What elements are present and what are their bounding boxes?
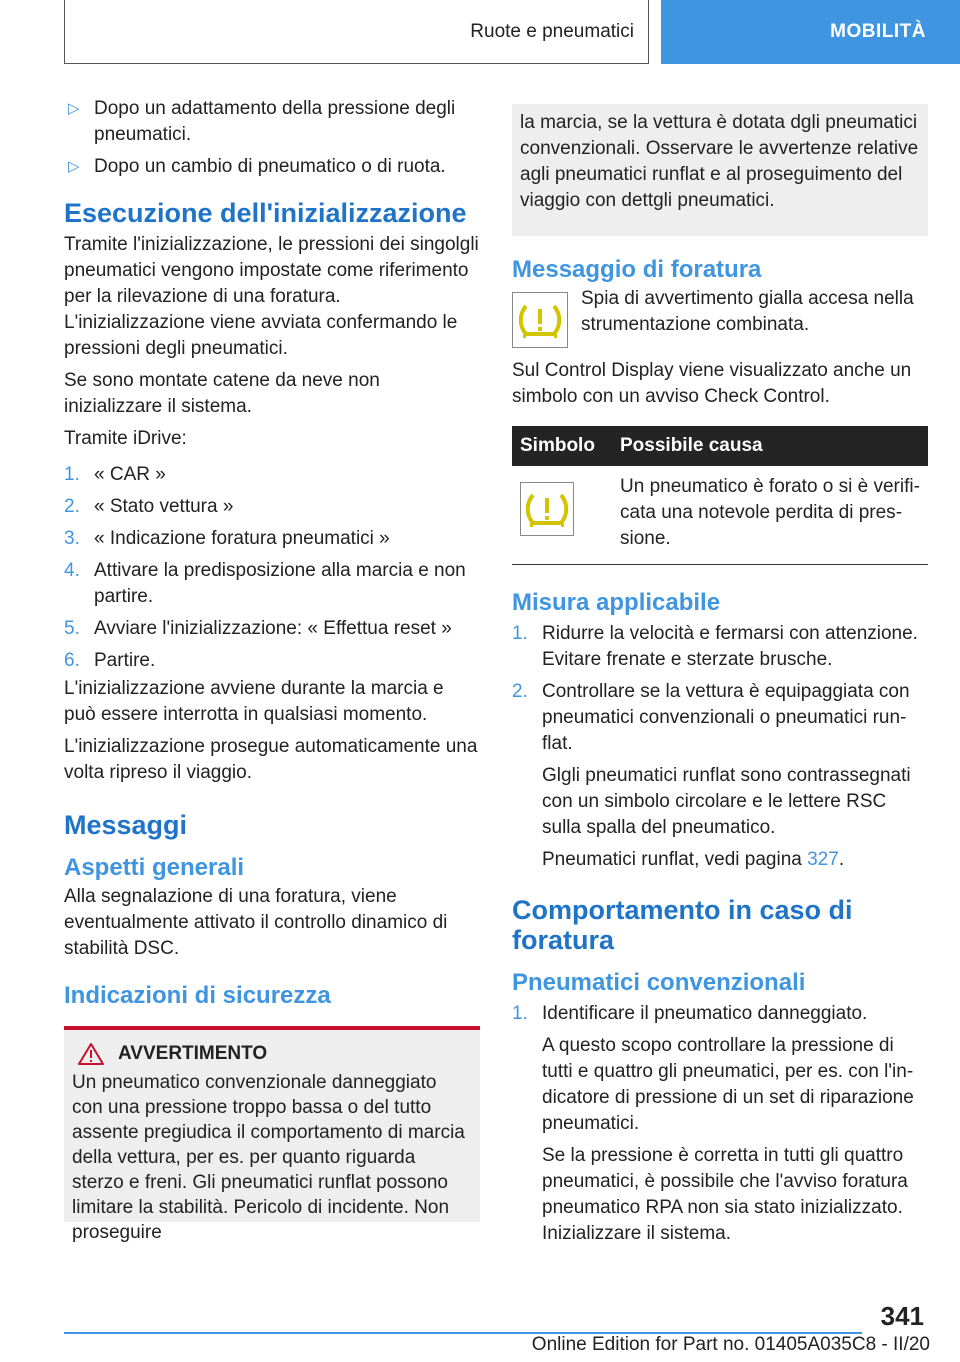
header-chapter-tab: MOBILITÀ	[661, 0, 960, 64]
table-header-simbolo: Simbolo	[512, 426, 612, 466]
table-cell-causa: Un pneumatico è forato o si è verificata una notevole perdita di pressione.	[612, 466, 928, 565]
table-row	[512, 466, 928, 565]
step-detail: Glgli pneumatici runflat sono contrassegnati con un simbolo circolare e le lettere RSC sulla spalla del pneumatico.	[542, 765, 911, 838]
header-section-title: Ruote e pneumatici	[64, 0, 649, 64]
step-detail-reference: Pneumatici runflat, vedi pagina 327.	[542, 849, 845, 870]
heading-comportamento: Comportamento in caso di foratura	[512, 895, 853, 955]
warning-triangle-icon	[78, 1042, 104, 1066]
heading-inizializzazione: Esecuzione dell'inizializzazione	[64, 198, 467, 228]
step-item: 5. Avviare l'inizializzazione: « Effettua reset »	[64, 618, 452, 639]
right-column	[512, 104, 928, 1253]
step-item: 4. Attivare la predisposizione alla marcia e non partire.	[64, 560, 466, 607]
list-item: ▷ Dopo un cambio di pneumatico o di ruota.	[64, 154, 480, 180]
heading-sicurezza: Indicazioni di sicurezza	[64, 982, 331, 1009]
paragraph: L'inizializzazione avviene durante la marcia e può essere interrotta in qualsiasi momento.	[64, 678, 444, 725]
warning-box-continued: la marcia, se la vettura è dotata dgli pneumatici convenzionali. Osservare le avvertenze relative agli pneumatici runflat e al proseguimento del viaggio con dettgli pneumatici.	[512, 104, 928, 236]
step-detail: Se la pressione è corretta in tutti gli quattro pneumatici, è possibile che l'avviso foratura pneumatico RPA non sia stato inizializzato. Inizializzare il sistema.	[542, 1145, 908, 1244]
paragraph: Tramite l'inizializzazione, le pressioni dei singolgli pneumatici vengono impostate come riferimento per la rilevazione di una foratura. L'inizializzazione viene avviata confermando le pressioni degli pneumatici.	[64, 234, 479, 359]
heading-aspetti-generali: Aspetti generali	[64, 854, 245, 881]
heading-messaggio-foratura: Messaggio di foratura	[512, 256, 762, 283]
tire-pressure-warning-icon	[512, 292, 568, 348]
paragraph: Spia di avvertimento gialla accesa nella strumentazione combinata.	[581, 288, 914, 335]
paragraph: Sul Control Display viene visualizzato anche un simbolo con un avviso Check Control.	[512, 360, 912, 407]
footer-edition: Online Edition for Part no. 01405A035C8 - II/20	[531, 1334, 930, 1355]
left-column	[64, 96, 480, 1243]
list-item: ▷ Dopo un adattamento della pressione degli pneumatici.	[68, 98, 456, 145]
warning-box	[64, 1026, 480, 1243]
paragraph: Alla segnalazione di una foratura, viene eventualmente attivato il controllo dinamico di stabilità DSC.	[64, 886, 448, 959]
paragraph: Tramite iDrive:	[64, 428, 187, 449]
step-detail: A questo scopo controllare la pressione di tutti e quattro gli pneumatici, per es. con l'indicatore di pressione di un set di riparazione pneumatici.	[542, 1035, 914, 1134]
step-item: 3. « Indicazione foratura pneumatici »	[64, 528, 390, 549]
symbol-table	[512, 426, 928, 565]
step-item: 1. Identificare il pneumatico danneggiato.	[512, 1003, 868, 1024]
step-item: 1. « CAR »	[64, 464, 166, 485]
step-item: 6. Partire.	[64, 650, 156, 671]
warning-title: AVVERTIMENTO	[72, 1042, 472, 1066]
step-item: 2. Controllare se la vettura è equipaggiata con pneumatici convenzionali o pneumatici runflat.	[512, 681, 910, 754]
page-link[interactable]: 327	[807, 849, 839, 870]
step-item: 1. Ridurre la velocità e fermarsi con attenzione. Evitare frenate e sterzate brusche.	[512, 623, 918, 670]
triangle-bullet-icon: ▷	[68, 158, 80, 175]
paragraph: Se sono montate catene da neve non inizializzare il sistema.	[64, 370, 380, 417]
table-header-causa: Possibile causa	[612, 426, 928, 466]
heading-pneumatici-convenzionali: Pneumatici convenzionali	[512, 969, 806, 996]
warning-text: Un pneumatico convenzionale danneggiato con una pressione troppo bassa o del tutto assente pregiudica il comportamento di marcia della vettura, per es. per quanto riguarda sterzo e freni. Gli pneumatici runflat possono limitare la stabilità. Pericolo di incidente. Non proseguire	[72, 1072, 465, 1243]
warning-light-row	[512, 288, 928, 348]
triangle-bullet-icon: ▷	[68, 100, 80, 117]
heading-misura-applicabile: Misura applicabile	[512, 589, 721, 616]
tire-pressure-warning-icon	[520, 482, 574, 536]
page-number: 341	[880, 1301, 924, 1331]
step-item: 2. « Stato vettura »	[64, 496, 234, 517]
paragraph: L'inizializzazione prosegue automaticamente una volta ripreso il viaggio.	[64, 736, 478, 783]
heading-messaggi: Messaggi	[64, 810, 188, 840]
